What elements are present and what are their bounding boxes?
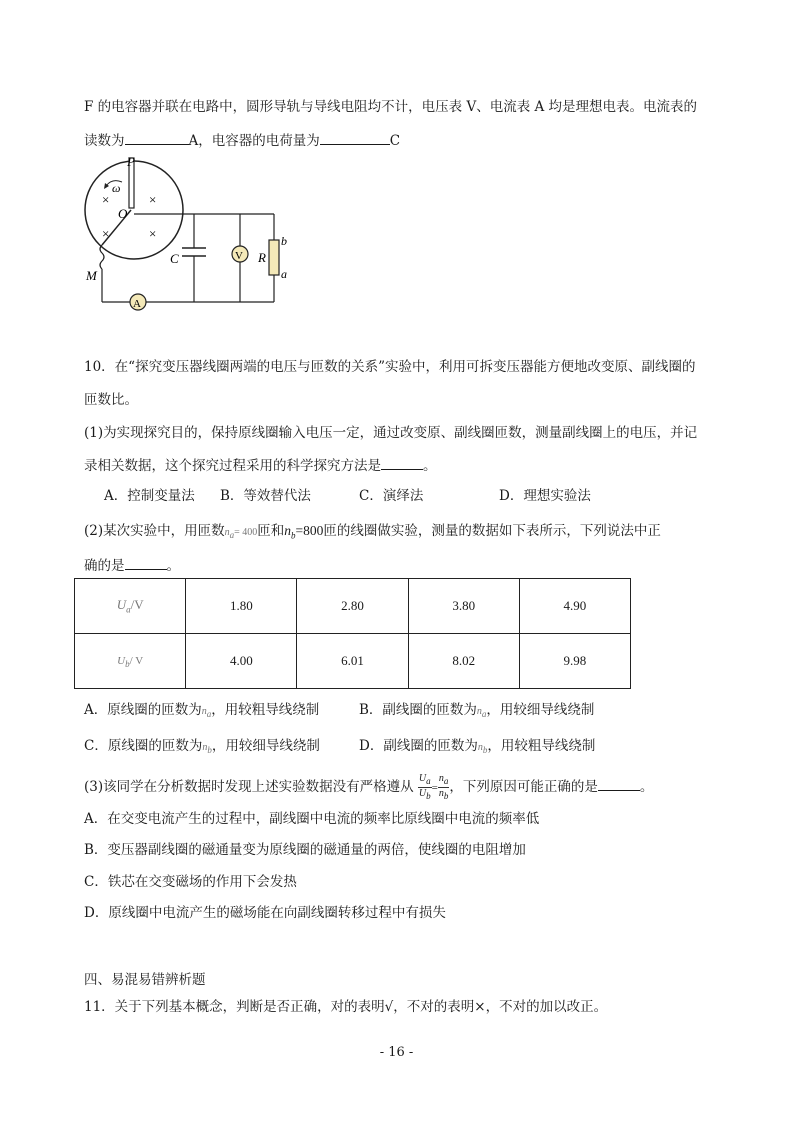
text-fragment: 匝的线圈做实验，测量的数据如下表所示，下列说法中正 [323, 523, 661, 539]
option-B: B．等效替代法 [220, 488, 311, 504]
text-fragment: ，下列原因可能正确的是 [449, 779, 598, 795]
table-row [75, 634, 631, 689]
table-row [75, 579, 631, 634]
text-fragment: (3)该同学在分析数据时发现上述实验数据没有严格遵从 [84, 779, 414, 795]
field-cross: × [102, 192, 110, 207]
text-fragment: A，电容器的电荷量为 [188, 133, 320, 149]
label-M: M [86, 268, 97, 283]
label-C: C [170, 251, 179, 266]
answer-blank[interactable] [125, 130, 189, 145]
text-fragment: 匝和 [257, 523, 285, 539]
resistor-R [269, 240, 279, 275]
paragraph-line: F 的电容器并联在电路中，圆形导轨与导线电阻均不计，电压表 V、电流表 A 均是理想电表。电流表的 [84, 99, 698, 115]
text-fragment: 读数为 [84, 133, 125, 149]
value-400: = 400 [234, 527, 258, 538]
question-10-2 [84, 555, 180, 576]
symbol-na: $n_a$ [224, 527, 235, 540]
label-omega: ω [112, 181, 121, 195]
option-B: B．副线圈的匝数为$n_a$，用较细导线绕制 [359, 702, 595, 719]
question-10-2 [84, 521, 661, 546]
option-A: A．原线圈的匝数为$n_a$，用较粗导线绕制 [84, 702, 320, 719]
question-10-stem: 10．在“探究变压器线圈两端的电压与匝数的关系”实验中，利用可拆变压器能方便地改变原、副线圈的 [84, 359, 696, 375]
text-fragment: 。 [423, 458, 437, 474]
option-D: D．理想实验法 [499, 488, 591, 504]
table-header-cell: $U_b/$ V [75, 634, 186, 689]
ratio-formula: $\frac{U_a}{U_b}$ [418, 773, 431, 801]
question-11: 11．关于下列基本概念，判断是否正确，对的表明√，不对的表明×，不对的加以改正。 [84, 999, 608, 1015]
option-A: A．控制变量法 [104, 488, 195, 504]
text-fragment: 确的是 [84, 558, 125, 574]
answer-blank[interactable] [320, 130, 390, 145]
field-cross: × [102, 226, 110, 241]
option-D: D．原线圈中电流产生的磁场能在向副线圈转移过程中有损失 [84, 905, 446, 921]
field-cross: × [149, 226, 157, 241]
text-fragment: 录相关数据，这个探究过程采用的科学探究方法是 [84, 458, 381, 474]
page-number: - 16 - [379, 1045, 414, 1060]
table-cell: 2.80 [297, 579, 408, 634]
section-heading: 四、易混易错辨析题 [84, 972, 206, 988]
text-fragment: 。 [166, 558, 180, 574]
table-cell: 1.80 [186, 579, 297, 634]
answer-blank[interactable] [381, 455, 423, 470]
table-cell: 9.98 [519, 634, 630, 689]
option-C: C．演绎法 [359, 488, 424, 504]
text-fragment: C [389, 133, 401, 149]
answer-blank[interactable] [598, 776, 640, 791]
table-cell: 8.02 [408, 634, 519, 689]
question-10-stem: 匝数比。 [84, 392, 138, 408]
label-a: a [281, 267, 287, 281]
field-cross: × [149, 192, 157, 207]
question-10-3: (3)该同学在分析数据时发现上述实验数据没有严格遵从 $\frac{U_a}{U_b}$ = $\frac{n_a}{n_b}$ ，下列原因可能正确的是 。 [84, 773, 654, 801]
table-header-cell: $U_a/V$ [75, 579, 186, 634]
question-10-1: (1)为实现探究目的，保持原线圈输入电压一定，通过改变原、副线圈匝数，测量副线圈上的电压，并记 [84, 425, 698, 441]
label-P: P [127, 154, 135, 169]
table-cell: 4.00 [186, 634, 297, 689]
table-cell: 6.01 [297, 634, 408, 689]
table-cell: 3.80 [408, 579, 519, 634]
option-C: C．铁芯在交变磁场的作用下会发热 [84, 874, 297, 890]
label-b: b [281, 234, 287, 248]
option-D: D．副线圈的匝数为$n_b$，用较粗导线绕制 [359, 738, 596, 755]
label-A: A [133, 298, 141, 310]
label-V: V [235, 250, 243, 262]
label-R: R [258, 250, 266, 265]
text-fragment: (2)某次实验中，用匝数 [84, 523, 225, 539]
option-C: C．原线圈的匝数为$n_b$，用较细导线绕制 [84, 738, 320, 755]
paragraph-line [84, 130, 400, 151]
data-table [74, 578, 631, 689]
question-10-1 [84, 455, 437, 476]
symbol-nb: $n_b$ [284, 523, 296, 541]
label-O: O [118, 206, 128, 221]
option-A: A．在交变电流产生的过程中，副线圈中电流的频率比原线圈中电流的频率低 [84, 811, 540, 827]
answer-blank[interactable] [125, 555, 167, 570]
value-800: =800 [295, 523, 324, 538]
circuit-diagram [78, 150, 298, 320]
ratio-formula-right: $\frac{n_a}{n_b}$ [438, 773, 449, 801]
table-cell: 4.90 [519, 579, 630, 634]
option-B: B．变压器副线圈的磁通量变为原线圈的磁通量的两倍，使线圈的电阻增加 [84, 842, 526, 858]
